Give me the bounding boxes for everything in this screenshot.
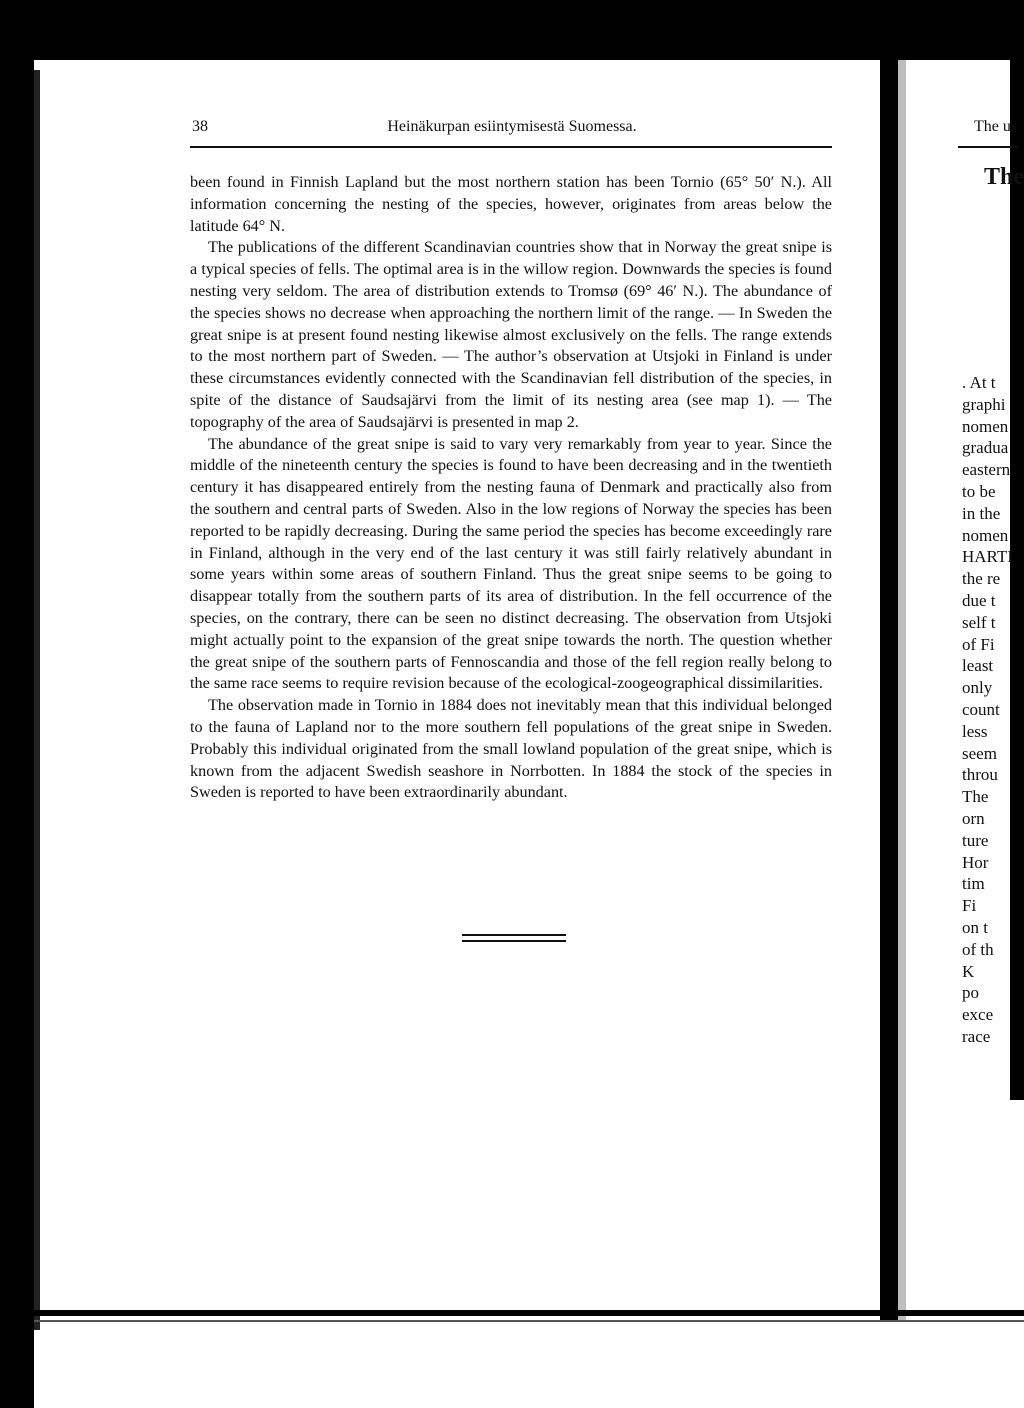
header-rule <box>190 146 832 148</box>
facing-line-fragment: nomen <box>962 416 1009 436</box>
body-text <box>190 172 832 804</box>
facing-line-fragment: in the <box>962 503 1001 523</box>
facing-page <box>958 0 1024 1300</box>
book-gutter-shadow <box>898 60 906 1320</box>
facing-line-fragment: least <box>962 656 994 676</box>
facing-page-title: The <box>984 164 1024 190</box>
facing-line-fragment: tim <box>962 874 985 894</box>
facing-line-fragment: of th <box>962 939 994 959</box>
facing-line-fragment: gradua <box>962 438 1009 458</box>
scan-border-top <box>0 0 1024 60</box>
facing-line-fragment: due t <box>962 590 996 610</box>
page-number: 38 <box>192 118 208 135</box>
facing-line-fragment: count <box>962 699 1000 719</box>
facing-line-fragment: throu <box>962 765 998 785</box>
facing-line-fragment: seem <box>962 743 997 763</box>
facing-line-fragment: orn <box>962 808 985 828</box>
book-gutter <box>880 60 898 1320</box>
scan-border-left <box>0 0 34 1408</box>
paragraph: The publications of the different Scandinavian countries show that in Norway the great snipe is a typical species of fells. The optimal area is in the willow region. Downwards the species is found nesting very seldom. The area of distribution extends to Tromsø (69° 46′ N.). The abundance of the species shows no decrease when approaching the northern limit of the range. — In Sweden the great snipe is at present found nesting likewise almost exclusively on the fells. The range extends to the most northern part of Sweden. — The author’s observation at Utsjoki in Finland is under these circumstances evidently connected with the Scandinavian fell distribution of the species, in spite of the distance of Saudsajärvi from the limit of its nesting area (see map 1). — The topography of the area of Saudsajärvi is presented in map 2. <box>190 238 832 431</box>
paragraph: been found in Finnish Lapland but the most northern station has been Tornio (65° 50′ N.). All information concerning the nesting of the species, however, originates from areas below the latitude 64° N. <box>190 173 832 235</box>
facing-line-fragment: of Fi <box>962 634 995 654</box>
facing-line-fragment: graphi <box>962 394 1006 414</box>
facing-page-header: The us <box>974 118 1018 135</box>
section-end-rule <box>462 940 566 942</box>
paragraph: The observation made in Tornio in 1884 does not inevitably mean that this individual belonged to the fauna of Lapland nor to the more southern fell populations of the great snipe in Sweden. Probably this individual originated from the small lowland population of the great snipe, which is known from the adjacent Swedish seashore in Norrbotten. In 1884 the stock of the species in Sweden is reported to have been extraordinarily abundant. <box>190 696 832 802</box>
facing-line-fragment: . At t <box>962 373 996 392</box>
facing-line-fragment: Fi <box>962 896 977 916</box>
facing-page-lines <box>962 372 1013 1048</box>
facing-line-fragment: ture <box>962 830 989 850</box>
facing-line-fragment: self t <box>962 612 996 632</box>
facing-line-fragment: nomen <box>962 525 1009 545</box>
facing-line-fragment: HARTI <box>962 547 1013 567</box>
scan-border-bottom <box>34 1310 1024 1316</box>
facing-line-fragment: only <box>962 678 993 698</box>
facing-line-fragment: exce <box>962 1005 994 1025</box>
facing-line-fragment: less <box>962 721 988 741</box>
facing-line-fragment: to be <box>962 481 996 501</box>
facing-line-fragment: the re <box>962 569 1001 589</box>
running-title: Heinäkurpan esiintymisestä Suomessa. <box>387 118 637 135</box>
facing-line-fragment: race <box>962 1026 991 1046</box>
facing-line-fragment: The <box>962 787 989 807</box>
facing-header-rule <box>958 146 1018 148</box>
facing-line-fragment: on t <box>962 917 988 937</box>
paragraph: The abundance of the great snipe is said to vary very remarkably from year to year. Since the middle of the nineteenth century the species is found to have been decreasing and in the twentieth century it has disappeared entirely from the nesting fauna of Denmark and practically also from the southern and central parts of Sweden. Also in the low regions of Norway the species has been reported to be rapidly decreasing. During the same period the species has become exceedingly rare in Finland, although in the very end of the last century it was still fairly relatively abundant in some years within some areas of southern Finland. Thus the great snipe seems to be going to disappear totally from the southern parts of its area of distribution. In the fell occurrence of the species, on the contrary, there can be seen no distinct decreasing. The observation from Utsjoki might actually point to the expansion of the great snipe towards the north. The question whether the great snipe of the southern parts of Fennoscandia and those of the fell region really belong to the same race seems to require revision because of the ecological-zoogeographical dissimilarities. <box>190 434 832 693</box>
section-end-rule <box>462 934 566 936</box>
scan-border-bottom-thin <box>34 1320 1024 1322</box>
facing-line-fragment: po <box>962 983 979 1003</box>
facing-line-fragment: Hor <box>962 852 989 872</box>
scan-border-left-inner <box>34 70 40 1330</box>
running-head <box>192 118 832 142</box>
facing-line-fragment: eastern <box>962 460 1011 480</box>
facing-line-fragment: K <box>962 961 975 981</box>
